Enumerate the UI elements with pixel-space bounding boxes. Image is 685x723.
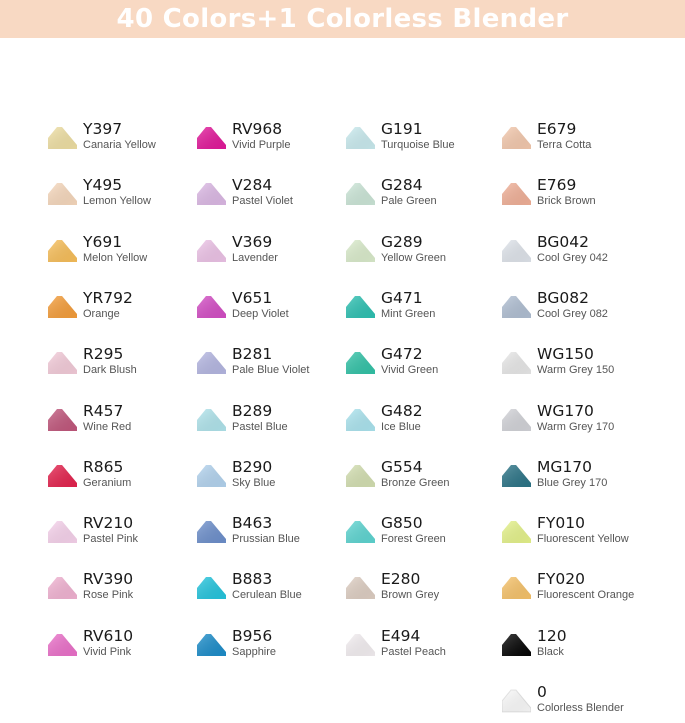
marker-tip-icon [346, 633, 375, 657]
color-code: G191 [381, 120, 423, 138]
color-code: YR792 [83, 288, 133, 307]
swatch-item [502, 289, 662, 329]
marker-tip-icon [48, 351, 77, 375]
marker-tip-icon [502, 633, 531, 657]
color-name: Sky Blue [232, 476, 276, 489]
marker-tip-icon [502, 182, 531, 206]
marker-tip-icon [346, 576, 375, 600]
color-name: Lavender [232, 251, 278, 264]
marker-tip-icon [346, 126, 375, 150]
swatch-item [346, 345, 506, 385]
marker-tip-icon [197, 126, 226, 150]
color-name: Yellow Green [381, 251, 447, 264]
color-name: Colorless Blender [537, 702, 624, 714]
marker-tip-icon [346, 239, 375, 263]
swatch-item [346, 570, 506, 610]
color-code: Y691 [83, 232, 123, 251]
swatch-item [197, 289, 357, 329]
color-name: Blue Grey 170 [537, 476, 608, 489]
color-code: G482 [381, 401, 423, 420]
swatch-item [502, 627, 662, 667]
swatch-item [197, 120, 357, 160]
swatch-item [346, 120, 506, 160]
marker-tip-icon [48, 182, 77, 206]
color-name: Turquoise Blue [381, 139, 455, 151]
color-code: G471 [381, 288, 423, 307]
color-code: BG082 [537, 288, 589, 307]
marker-tip-icon [48, 295, 77, 319]
marker-tip-icon [197, 633, 226, 657]
marker-tip-icon [502, 464, 531, 488]
color-name: Brick Brown [537, 195, 596, 208]
swatch-item [502, 120, 662, 160]
color-code: G289 [381, 232, 423, 251]
swatch-item [48, 120, 208, 160]
marker-tip-icon [502, 576, 531, 600]
swatch-item [346, 289, 506, 329]
color-code: FY020 [537, 570, 585, 589]
swatch-item [48, 233, 208, 273]
color-name: Rose Pink [83, 589, 134, 602]
marker-tip-icon [197, 182, 226, 206]
swatch-item [346, 402, 506, 442]
color-code: E679 [537, 120, 577, 138]
marker-tip-icon [48, 520, 77, 544]
color-name: Canaria Yellow [83, 139, 156, 151]
swatch-item [346, 233, 506, 273]
swatch-item [502, 345, 662, 385]
color-name: Pastel Blue [232, 420, 288, 433]
color-code: R865 [83, 457, 124, 476]
marker-tip-icon [502, 520, 531, 544]
color-name: Prussian Blue [232, 533, 300, 546]
marker-tip-icon [197, 351, 226, 375]
color-code: B463 [232, 514, 273, 533]
swatch-item [48, 402, 208, 442]
marker-tip-icon [502, 295, 531, 319]
color-code: G850 [381, 514, 423, 533]
color-name: Pastel Violet [232, 195, 293, 208]
color-code: B289 [232, 401, 273, 420]
color-code: FY010 [537, 514, 585, 533]
marker-tip-icon [48, 576, 77, 600]
swatch-item [197, 570, 357, 610]
swatch-item [48, 570, 208, 610]
color-code: 120 [537, 626, 567, 645]
color-name: Vivid Purple [232, 139, 291, 151]
color-name: Sapphire [232, 645, 277, 658]
color-code: 0 [537, 683, 547, 701]
swatch-item [197, 627, 357, 667]
swatch-item [346, 176, 506, 216]
color-name: Pastel Peach [381, 645, 446, 658]
color-code: G284 [381, 176, 423, 195]
swatch-item [502, 458, 662, 498]
color-name: Dark Blush [83, 364, 137, 377]
color-name: Deep Violet [232, 307, 289, 320]
color-name: Mint Green [381, 307, 436, 320]
marker-tip-icon [48, 464, 77, 488]
marker-tip-icon [346, 408, 375, 432]
color-code: G472 [381, 345, 423, 364]
color-name: Terra Cotta [537, 139, 592, 151]
marker-tip-icon [197, 464, 226, 488]
color-code: B281 [232, 345, 273, 364]
color-name: Black [537, 645, 564, 658]
swatch-item [48, 458, 208, 498]
marker-tip-icon [48, 239, 77, 263]
marker-tip-icon [346, 351, 375, 375]
header-banner [0, 0, 685, 38]
color-name: Melon Yellow [83, 251, 148, 264]
color-name: Brown Grey [381, 589, 440, 602]
color-name: Pastel Pink [83, 533, 139, 546]
color-code: G554 [381, 457, 423, 476]
color-name: Warm Grey 170 [537, 420, 615, 433]
swatch-item [197, 458, 357, 498]
color-code: B883 [232, 570, 273, 589]
swatch-item [197, 402, 357, 442]
swatch-item [197, 233, 357, 273]
color-name: Vivid Pink [83, 645, 132, 658]
color-code: E494 [381, 626, 421, 645]
color-code: WG170 [537, 401, 594, 420]
color-name: Wine Red [83, 420, 132, 433]
swatch-item [48, 514, 208, 554]
color-name: Pale Green [381, 195, 437, 208]
color-code: RV210 [83, 514, 134, 533]
page-title: 40 Colors+1 Colorless Blender [116, 4, 569, 34]
swatch-item [502, 570, 662, 610]
swatch-item [48, 289, 208, 329]
color-code: BG042 [537, 232, 589, 251]
color-code: R295 [83, 345, 124, 364]
marker-tip-icon [502, 351, 531, 375]
swatch-item [48, 176, 208, 216]
marker-tip-icon [346, 295, 375, 319]
marker-tip-icon [197, 239, 226, 263]
swatch-item [48, 627, 208, 667]
color-name: Pale Blue Violet [232, 364, 310, 377]
color-code: R457 [83, 401, 124, 420]
color-code: Y495 [83, 176, 123, 195]
color-code: MG170 [537, 457, 592, 476]
swatch-item [346, 514, 506, 554]
color-code: WG150 [537, 345, 594, 364]
color-code: B290 [232, 457, 273, 476]
marker-tip-icon [48, 408, 77, 432]
swatch-item [48, 345, 208, 385]
marker-tip-icon [502, 408, 531, 432]
marker-tip-icon [48, 126, 77, 150]
swatch-item [502, 514, 662, 554]
color-code: B956 [232, 626, 273, 645]
marker-tip-icon [346, 464, 375, 488]
color-name: Cool Grey 082 [537, 307, 608, 320]
color-name: Orange [83, 307, 120, 320]
marker-tip-icon [502, 126, 531, 150]
marker-tip-icon [346, 520, 375, 544]
marker-tip-icon [197, 576, 226, 600]
swatch-item [502, 176, 662, 216]
color-code: E280 [381, 570, 421, 589]
marker-tip-icon [48, 633, 77, 657]
color-name: Bronze Green [381, 476, 450, 489]
color-code: RV610 [83, 626, 134, 645]
color-code: V284 [232, 176, 273, 195]
marker-tip-icon [502, 689, 531, 713]
color-code: RV390 [83, 570, 134, 589]
swatch-item [197, 345, 357, 385]
marker-tip-icon [502, 239, 531, 263]
color-name: Geranium [83, 476, 132, 489]
color-name: Vivid Green [381, 364, 439, 377]
color-code: E769 [537, 176, 577, 195]
color-name: Cerulean Blue [232, 589, 302, 602]
color-name: Fluorescent Yellow [537, 533, 629, 546]
color-name: Forest Green [381, 533, 446, 546]
marker-tip-icon [346, 182, 375, 206]
marker-tip-icon [197, 408, 226, 432]
swatch-item [502, 402, 662, 442]
swatch-item [502, 683, 662, 723]
color-name: Lemon Yellow [83, 195, 151, 208]
color-code: V651 [232, 288, 273, 307]
color-name: Warm Grey 150 [537, 364, 615, 377]
color-name: Ice Blue [381, 420, 421, 433]
marker-tip-icon [197, 520, 226, 544]
swatch-item [502, 233, 662, 273]
swatch-item [197, 514, 357, 554]
swatch-item [197, 176, 357, 216]
color-code: V369 [232, 232, 273, 251]
color-name: Fluorescent Orange [537, 589, 635, 602]
color-code: Y397 [83, 120, 123, 138]
marker-tip-icon [197, 295, 226, 319]
color-code: RV968 [232, 120, 283, 138]
swatch-item [346, 627, 506, 667]
swatch-item [346, 458, 506, 498]
color-name: Cool Grey 042 [537, 251, 608, 264]
